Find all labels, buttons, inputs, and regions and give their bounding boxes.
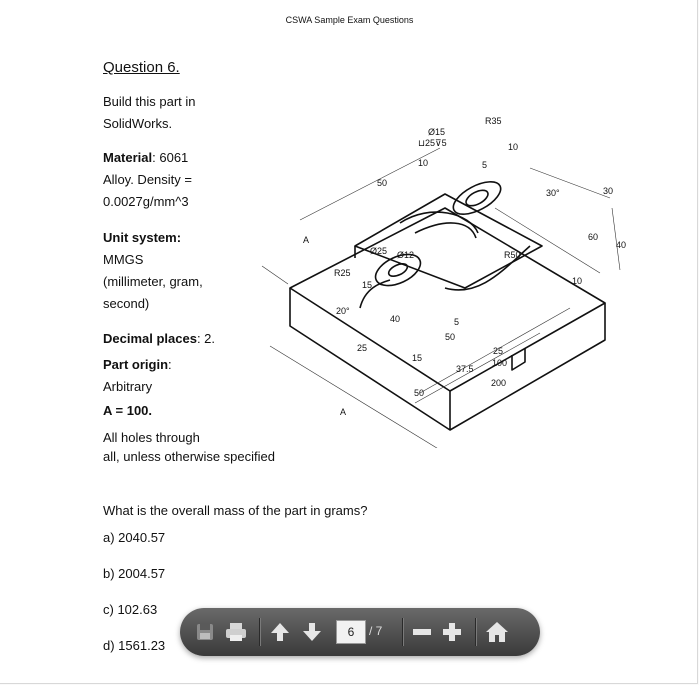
upper-block-top	[355, 194, 542, 288]
dim-label: 100	[492, 358, 508, 368]
dim-label: A	[303, 235, 310, 245]
drawing-dimensions	[303, 116, 626, 417]
dim-label: 50	[377, 178, 388, 188]
toolbar-separator	[475, 618, 477, 646]
answer-d: d) 1561.23	[103, 638, 166, 653]
toolbar-separator	[402, 618, 404, 646]
dim-label: Ø12	[397, 250, 415, 260]
page-number-input[interactable]: 6	[336, 620, 366, 644]
dim-label: 20°	[336, 306, 350, 316]
dim-label: 15	[412, 353, 423, 363]
base-left-face	[290, 288, 450, 430]
holes-note: All holes through all, unless otherwise specified	[103, 430, 275, 464]
question-title: Question 6.	[103, 59, 180, 76]
answer-a: a) 2040.57	[103, 530, 166, 545]
minus-icon	[411, 621, 433, 643]
dim-label: 30	[603, 186, 614, 196]
dim-label: 25	[493, 346, 504, 356]
dim-label: 5	[482, 160, 488, 170]
dim-label: 40	[390, 314, 401, 324]
save-button[interactable]	[192, 619, 218, 645]
dim-label: ⊔25⊽5	[418, 138, 447, 148]
dim-label: 200	[491, 378, 507, 388]
pdf-toolbar	[180, 608, 540, 656]
dim-label: A	[340, 407, 347, 417]
previous-page-button[interactable]	[267, 619, 293, 645]
dim-label: 50	[414, 388, 425, 398]
material-text: Material: 6061 Alloy. Density = 0.0027g/mm^3	[103, 150, 192, 209]
print-icon	[225, 622, 247, 642]
page-header: CSWA Sample Exam Questions	[285, 15, 414, 25]
arrow-down-icon	[301, 621, 323, 643]
answer-c: c) 102.63	[103, 602, 158, 617]
print-button[interactable]	[223, 619, 249, 645]
home-button[interactable]	[484, 619, 510, 645]
dim-label: 10	[572, 276, 583, 286]
dim-label: Ø25	[370, 246, 388, 256]
top-hole-outer	[448, 175, 505, 221]
decimal-places-text: Decimal places: 2.	[103, 331, 216, 346]
toolbar-separator	[259, 618, 261, 646]
dim-label: 5	[454, 317, 460, 327]
dim-label: 40	[616, 240, 627, 250]
dim-label: 10	[418, 158, 429, 168]
dim-label: 25	[357, 343, 368, 353]
question-text: What is the overall mass of the part in grams?	[103, 503, 368, 518]
a-value-text: A = 100.	[103, 403, 153, 418]
part-drawing	[240, 108, 640, 448]
zoom-in-button[interactable]	[439, 619, 465, 645]
dim-label: Ø15	[428, 127, 446, 137]
unit-system-text: Unit system: MMGS (millimeter, gram, second)	[103, 230, 203, 311]
dim-label: 30°	[546, 188, 560, 198]
save-icon	[195, 622, 215, 642]
dim-label: R35	[485, 116, 502, 126]
arrow-up-icon	[269, 621, 291, 643]
dim-label: R25	[334, 268, 351, 278]
dim-label: 15	[362, 280, 373, 290]
boss-inner	[387, 261, 409, 279]
dim-label: 60	[588, 232, 599, 242]
home-icon	[485, 621, 509, 643]
dim-label: 37.5	[456, 364, 474, 374]
dim-label: 10	[508, 142, 519, 152]
part-origin-text: Part origin: Arbitrary	[103, 357, 172, 394]
page-total: / 7	[369, 624, 383, 638]
answer-b: b) 2004.57	[103, 566, 166, 581]
dim-label: R50	[504, 250, 521, 260]
next-page-button[interactable]	[299, 619, 325, 645]
zoom-out-button[interactable]	[409, 619, 435, 645]
intro-text: Build this part in SolidWorks.	[103, 94, 196, 131]
dim-label: 50	[445, 332, 456, 342]
plus-icon	[441, 621, 463, 643]
base-top-face	[290, 208, 605, 391]
